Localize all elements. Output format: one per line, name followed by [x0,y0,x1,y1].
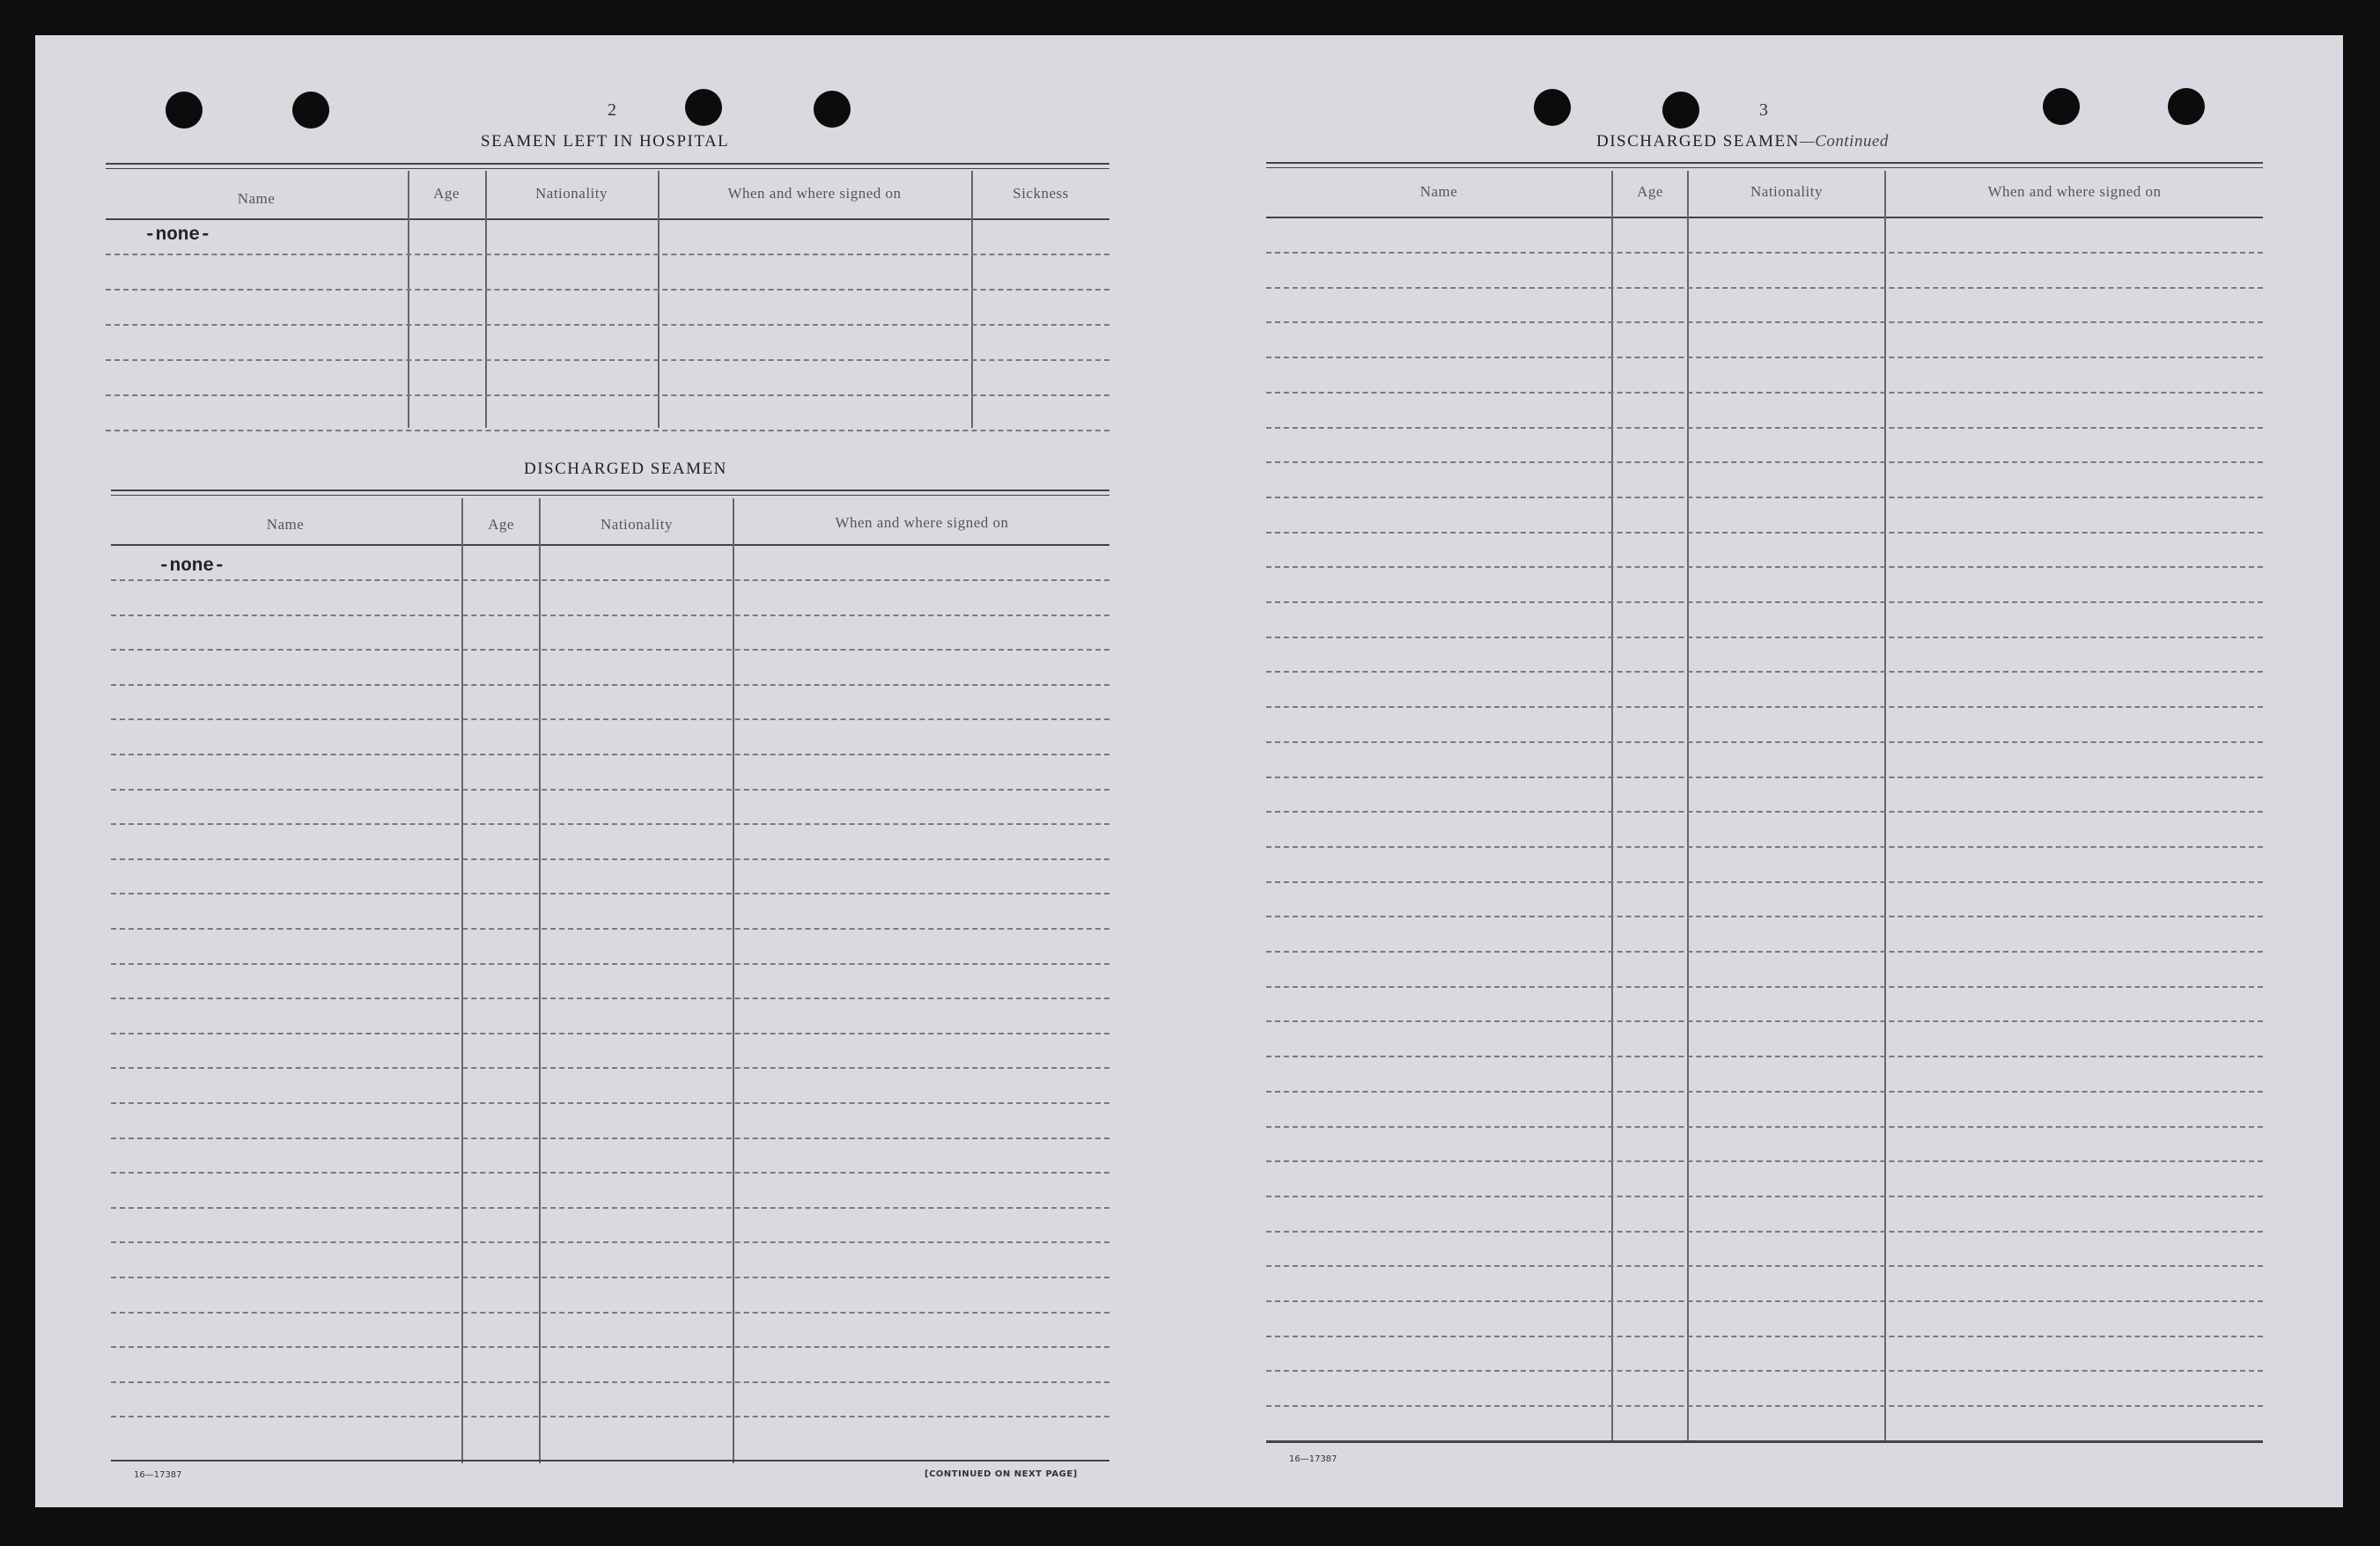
ledger-row-line [111,684,1109,686]
hospital-row-line [106,324,1109,326]
punch-hole [2168,88,2205,125]
right-top-rule-thin [1266,167,2263,168]
hospital-col-divider [485,171,487,428]
ledger-row-line [1266,1265,2263,1267]
ledger-row-line [111,963,1109,965]
hospital-col-divider [971,171,973,428]
ledger-row-line [1266,252,2263,254]
ledger-row-line [1266,601,2263,603]
ledger-row-line [111,754,1109,755]
punch-hole [1662,92,1699,129]
hospital-col-divider [658,171,659,428]
discharged-top-rule-thin [111,495,1109,496]
ledger-row-line [111,1067,1109,1069]
ledger-row-line [111,1277,1109,1278]
discharged-col-divider [539,498,541,1463]
ledger-row-line [1266,392,2263,394]
ledger-row-line [111,579,1109,581]
ledger-row-line [1266,846,2263,848]
discharged-col-divider [733,498,734,1463]
ledger-row-line [111,1207,1109,1209]
ledger-row-line [1266,1160,2263,1162]
hospital-header-signed-on: When and where signed on [727,185,902,202]
ledger-row-line [1266,1196,2263,1197]
hospital-top-rule [106,163,1109,165]
ledger-row-line [111,615,1109,616]
ledger-row-line [1266,1231,2263,1233]
right-header-signed-on: When and where signed on [1987,183,2162,200]
ledger-row-line [1266,811,2263,813]
ledger-row-line [1266,1056,2263,1057]
ledger-row-line [111,893,1109,894]
ledger-row-line [1266,777,2263,778]
right-header-name: Name [1419,183,1458,200]
hospital-entry-none: -none- [144,225,211,246]
punch-hole [292,92,329,129]
ledger-row-line [111,928,1109,930]
ledger-row-line [1266,321,2263,323]
right-top-rule [1266,162,2263,164]
punch-hole [166,92,203,129]
ledger-row-line [111,1312,1109,1314]
form-number-left: 16—17387 [134,1470,182,1480]
hospital-header-name: Name [237,190,276,207]
ledger-row-line [111,718,1109,720]
right-title-continued: —Continued [1799,132,1889,151]
discharged-entry-none: -none- [158,556,225,577]
ledger-sheet [35,35,2343,1507]
ledger-row-line [111,649,1109,651]
hospital-header-rule [106,218,1109,220]
discharged-top-rule [111,490,1109,491]
ledger-row-line [1266,986,2263,988]
punch-hole [685,89,722,126]
ledger-row-line [1266,427,2263,429]
ledger-row-line [1266,1091,2263,1093]
ledger-row-line [111,1346,1109,1348]
ledger-row-line [1266,881,2263,883]
hospital-header-sickness: Sickness [1013,185,1069,202]
ledger-row-line [111,998,1109,999]
ledger-row-line [1266,1370,2263,1372]
ledger-row-line [111,1102,1109,1104]
right-col-divider [1884,171,1886,1442]
ledger-row-line [1266,916,2263,917]
ledger-row-line [111,1137,1109,1139]
page-number-left: 2 [608,100,616,120]
ledger-row-line [1266,706,2263,708]
punch-hole [1534,89,1571,126]
hospital-header-age: Age [433,185,460,202]
right-section-title [1596,132,1889,151]
punch-hole [814,91,851,128]
ledger-row-line [111,1172,1109,1174]
discharged-header-rule [111,544,1109,546]
ledger-row-line [1266,532,2263,534]
discharged-header-nationality: Nationality [601,516,673,533]
ledger-row-line [111,1381,1109,1383]
right-header-age: Age [1637,183,1663,200]
right-header-nationality: Nationality [1750,183,1823,200]
hospital-row-line [106,254,1109,255]
left-bottom-rule [111,1460,1109,1461]
hospital-col-divider [408,171,409,428]
hospital-row-line [106,394,1109,396]
ledger-row-line [111,823,1109,825]
ledger-row-line [1266,1336,2263,1337]
ledger-row-line [111,1033,1109,1034]
ledger-row-line [1266,671,2263,673]
ledger-row-line [1266,951,2263,953]
ledger-row-line [1266,1126,2263,1128]
right-col-divider [1611,171,1613,1442]
hospital-top-rule-thin [106,168,1109,169]
ledger-row-line [1266,461,2263,463]
continued-note: [CONTINUED ON NEXT PAGE] [925,1469,1078,1479]
hospital-row-line [106,289,1109,291]
ledger-row-line [1266,741,2263,743]
hospital-section-title: SEAMEN LEFT IN HOSPITAL [481,132,730,151]
right-header-rule [1266,217,2263,218]
punch-hole [2043,88,2080,125]
ledger-row-line [1266,566,2263,568]
discharged-header-age: Age [488,516,514,533]
ledger-row-line [1266,1300,2263,1302]
ledger-row-line [111,858,1109,860]
ledger-row-line [1266,1020,2263,1022]
hospital-header-nationality: Nationality [535,185,608,202]
ledger-row-line [111,1241,1109,1243]
discharged-col-divider [461,498,463,1463]
ledger-row-line [1266,287,2263,289]
discharged-section-title: DISCHARGED SEAMEN [524,460,727,478]
right-bottom-rule [1266,1440,2263,1443]
ledger-row-line [111,1416,1109,1417]
right-col-divider [1687,171,1689,1442]
form-number-right: 16—17387 [1289,1454,1337,1464]
hospital-row-line [106,359,1109,361]
right-title-main: DISCHARGED SEAMEN [1596,132,1800,151]
ledger-row-line [1266,1405,2263,1407]
ledger-row-line [1266,357,2263,358]
ledger-row-line [1266,637,2263,638]
ledger-row-line [111,789,1109,791]
ledger-row-line [1266,497,2263,498]
hospital-row-line [106,430,1109,431]
discharged-header-name: Name [266,516,305,533]
discharged-header-signed-on: When and where signed on [835,514,1009,531]
page-number-right: 3 [1759,100,1768,120]
